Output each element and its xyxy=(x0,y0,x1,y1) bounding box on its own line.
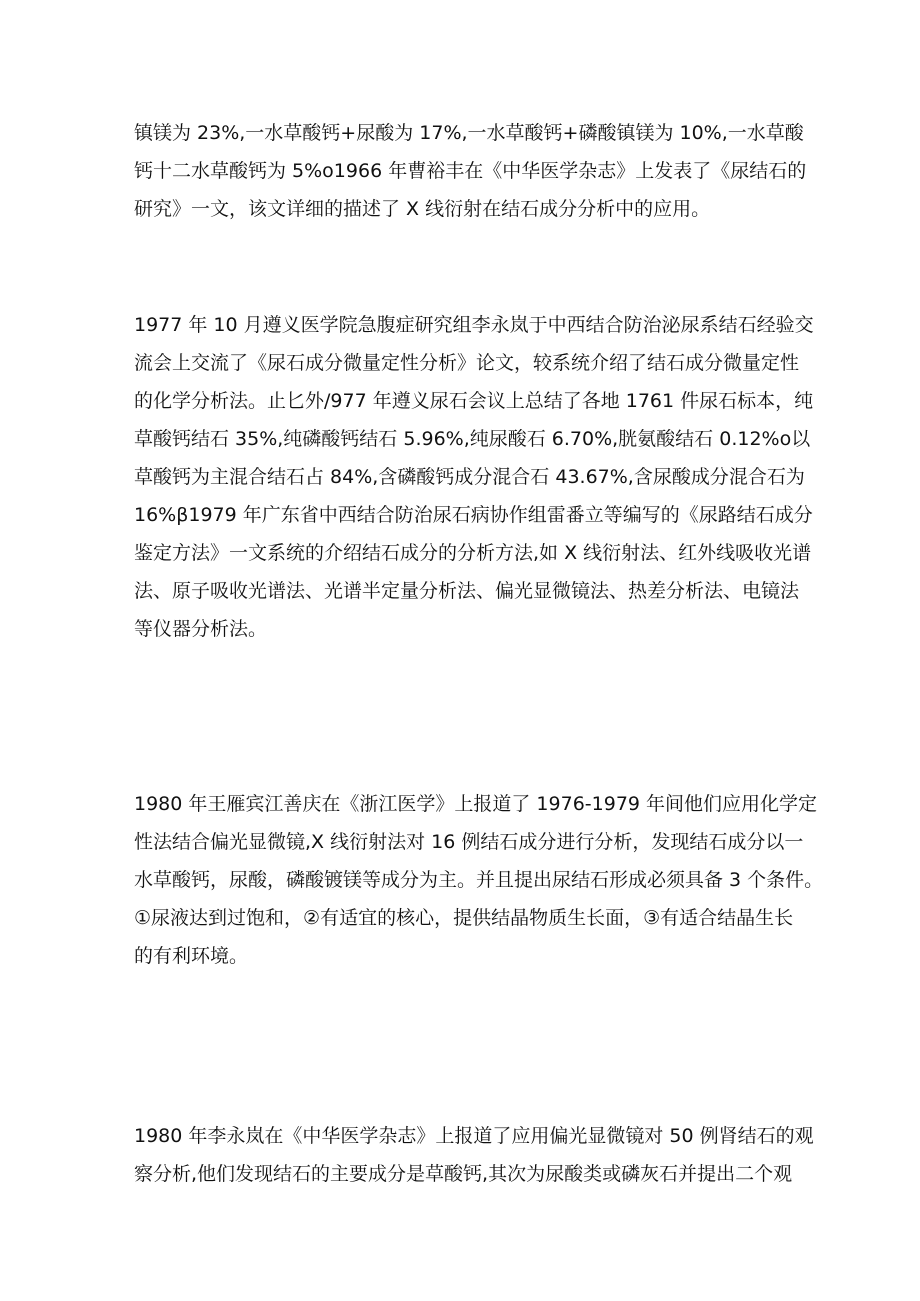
text-line: 1980 年李永岚在《中华医学杂志》上报道了应用偏光显微镜对 50 例肾结石的观 xyxy=(134,1125,814,1147)
text-line: 鉴定方法》一文系统的介绍结石成分的分析方法,如 X 线衍射法、红外线吸收光谱 xyxy=(134,542,812,564)
text-line: 钙十二水草酸钙为 5%o1966 年曹裕丰在《中华医学杂志》上发表了《尿结石的 xyxy=(134,160,807,182)
text-line: 法、原子吸收光谱法、光谱半定量分析法、偏光显微镜法、热差分析法、电镜法 xyxy=(134,580,800,602)
text-line: 等仪器分析法。 xyxy=(134,618,268,640)
text-line: 的化学分析法。止匕外/977 年遵义尿石会议上总结了各地 1761 件尿石标本，纯 xyxy=(134,390,814,412)
paragraph-3 xyxy=(134,785,824,975)
text-line: 1980 年王雁宾江善庆在《浙江医学》上报道了 1976-1979 年间他们应用化学定 xyxy=(134,793,818,815)
text-line: 性法结合偏光显微镜,X 线衍射法对 16 例结石成分进行分析，发现结石成分以一 xyxy=(134,831,804,853)
text-line: 镇镁为 23%,一水草酸钙+尿酸为 17%,一水草酸钙+磷酸镇镁为 10%,一水草酸 xyxy=(134,122,804,144)
text-line: 草酸钙结石 35%,纯磷酸钙结石 5.96%,纯尿酸石 6.70%,胱氨酸结石 0.12%o以 xyxy=(134,428,811,450)
text-line: 1977 年 10 月遵义医学院急腹症研究组李永岚于中西结合防治泌尿系结石经验交 xyxy=(134,314,814,336)
text-line: 察分析,他们发现结石的主要成分是草酸钙,其次为尿酸类或磷灰石并提出二个观 xyxy=(134,1163,793,1185)
text-line: 流会上交流了《尿石成分微量定性分析》论文，较系统介绍了结石成分微量定性 xyxy=(134,352,800,374)
text-line: 16%β1979 年广东省中西结合防治尿石病协作组雷番立等编写的《尿路结石成分 xyxy=(134,504,813,526)
paragraph-2 xyxy=(134,306,824,648)
paragraph-4 xyxy=(134,1117,824,1193)
text-line: 研究》一文，该文详细的描述了 X 线衍射在结石成分分析中的应用。 xyxy=(134,198,711,220)
paragraph-1 xyxy=(134,114,824,228)
text-line: 水草酸钙，尿酸，磷酸镀镁等成分为主。并且提出尿结石形成必须具备 3 个条件。 xyxy=(134,869,824,891)
text-line: 草酸钙为主混合结石占 84%,含磷酸钙成分混合石 43.67%,含尿酸成分混合石为 xyxy=(134,466,805,488)
text-line: 的有利环境。 xyxy=(134,945,249,967)
text-line: ①尿液达到过饱和，②有适宜的核心，提供结晶物质生长面，③有适合结晶生长 xyxy=(134,907,794,929)
